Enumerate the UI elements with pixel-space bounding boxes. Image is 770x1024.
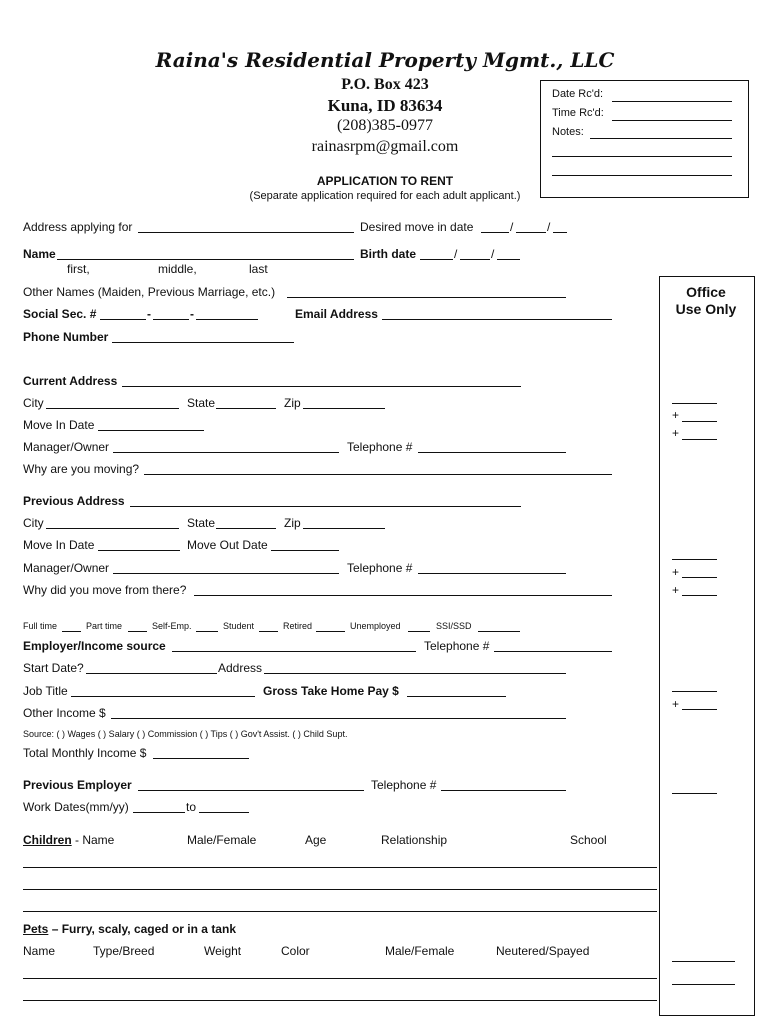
part-time-option: Part time [86,621,123,631]
email-field[interactable] [382,319,612,320]
current-zip-field[interactable] [303,408,385,409]
pets-description: – Furry, scaly, caged or in a tank [48,922,236,936]
pets-weight-column: Weight [204,944,242,958]
retired-blank[interactable] [316,631,345,632]
current-telephone-field[interactable] [418,452,566,453]
pets-color-column: Color [281,944,310,958]
office-field[interactable] [672,984,735,985]
office-use-title-2: Use Only [675,301,737,317]
birth-date-label: Birth date [360,247,417,261]
current-zip-label: Zip [284,396,301,410]
ssi-ssd-option: SSI/SSD [436,621,472,631]
phone-label: Phone Number [23,330,109,344]
children-row-field[interactable] [23,867,657,868]
total-income-field[interactable] [153,758,249,759]
ssn-part-3-field[interactable] [196,319,258,320]
previous-state-field[interactable] [216,528,276,529]
ssn-label: Social Sec. # [23,307,97,321]
why-moved-label: Why did you move from there? [23,583,187,597]
employer-telephone-field[interactable] [494,651,612,652]
birth-month-field[interactable] [420,259,453,260]
current-state-label: State [187,396,216,410]
date-separator: / [491,247,495,261]
previous-employer-label: Previous Employer [23,778,132,792]
previous-move-in-label: Move In Date [23,538,95,552]
children-header-row [23,833,114,847]
pets-neutered-column: Neutered/Spayed [496,944,590,958]
ssn-separator: - [190,307,194,321]
company-name: Raina's Residential Property Mgmt., LLC [155,48,615,72]
ssn-separator: - [147,307,151,321]
children-gender-column: Male/Female [187,833,257,847]
pets-name-column: Name [23,944,56,958]
date-received-field[interactable] [612,101,732,102]
previous-zip-label: Zip [284,516,301,530]
desired-move-in-label: Desired move in date [360,220,474,234]
why-moving-label: Why are you moving? [23,462,140,476]
previous-telephone-label: Telephone # [347,561,413,575]
work-dates-to-field[interactable] [199,812,249,813]
current-address-label: Current Address [23,374,118,388]
employer-address-label: Address [218,661,263,675]
date-received-label: Date Rc'd: [552,88,604,100]
current-telephone-label: Telephone # [347,440,413,454]
children-name-column: - Name [71,833,115,847]
office-field[interactable] [682,709,717,710]
children-row-field[interactable] [23,911,657,912]
time-received-field[interactable] [612,120,732,121]
notes-field[interactable] [590,138,732,139]
notes-line-2[interactable] [552,156,732,157]
employer-telephone-label: Telephone # [424,639,490,653]
previous-move-out-field[interactable] [271,550,339,551]
current-state-field[interactable] [216,408,276,409]
previous-address-field[interactable] [130,506,521,507]
phone-field[interactable] [112,342,294,343]
student-option: Student [223,621,255,631]
office-use-title-1: Office [686,284,726,300]
office-field[interactable] [682,577,717,578]
office-field[interactable] [672,691,717,692]
plus-sign: + [672,565,680,579]
address-applying-label: Address applying for [23,220,133,234]
date-separator: / [454,247,458,261]
ssn-part-2-field[interactable] [153,319,189,320]
previous-employer-field[interactable] [138,790,364,791]
time-received-label: Time Rc'd: [552,107,604,119]
ssi-ssd-blank[interactable] [478,631,520,632]
name-label: Name [23,247,56,261]
previous-state-label: State [187,516,216,530]
current-city-field[interactable] [46,408,179,409]
pets-row-field[interactable] [23,978,657,979]
current-move-in-field[interactable] [98,430,204,431]
previous-manager-label: Manager/Owner [23,561,110,575]
pets-row-field[interactable] [23,1000,657,1001]
plus-sign: + [672,426,680,440]
gross-pay-label: Gross Take Home Pay $ [263,684,399,698]
children-row-field[interactable] [23,889,657,890]
previous-zip-field[interactable] [303,528,385,529]
previous-city-field[interactable] [46,528,179,529]
company-phone: (208)385-0977 [337,117,433,134]
other-income-field[interactable] [111,718,566,719]
notes-line-3[interactable] [552,175,732,176]
ssn-part-1-field[interactable] [100,319,146,320]
office-use-column [659,276,755,1016]
city-state: Kuna, ID 83634 [327,96,443,115]
full-time-blank[interactable] [62,631,81,632]
current-manager-field[interactable] [113,452,339,453]
pets-header-row [23,922,236,936]
office-field[interactable] [672,403,717,404]
company-email: rainasrpm@gmail.com [311,138,459,155]
employer-address-field[interactable] [264,673,566,674]
move-in-year-field[interactable] [553,232,567,233]
po-box: P.O. Box 423 [341,76,429,93]
unemployed-blank[interactable] [408,631,430,632]
job-title-field[interactable] [71,696,255,697]
retired-option: Retired [283,621,313,631]
office-field[interactable] [672,559,717,560]
work-dates-label: Work Dates(mm/yy) [23,800,129,814]
last-name-hint: last [249,262,268,276]
previous-telephone-field[interactable] [418,573,566,574]
unemployed-option: Unemployed [350,621,401,631]
self-employed-blank[interactable] [196,631,218,632]
previous-manager-field[interactable] [113,573,339,574]
birth-year-field[interactable] [497,259,520,260]
total-income-label: Total Monthly Income $ [23,746,147,760]
date-separator: / [547,220,551,234]
student-blank[interactable] [259,631,278,632]
job-title-label: Job Title [23,684,68,698]
plus-sign: + [672,408,680,422]
children-relationship-column: Relationship [381,833,448,847]
employer-label: Employer/Income source [23,639,166,653]
plus-sign: + [672,583,680,597]
office-field[interactable] [682,595,717,596]
work-dates-to-label: to [186,800,197,814]
why-moving-field[interactable] [144,474,612,475]
current-address-field[interactable] [122,386,521,387]
email-label: Email Address [295,307,378,321]
plus-sign: + [672,697,680,711]
other-income-label: Other Income $ [23,706,106,720]
address-applying-field[interactable] [138,232,354,233]
move-in-day-field[interactable] [516,232,546,233]
pets-type-column: Type/Breed [93,944,155,958]
form-title: APPLICATION TO RENT [316,174,454,188]
form-subtitle: (Separate application required for each adult applicant.) [249,190,521,202]
why-moved-field[interactable] [194,595,612,596]
middle-name-hint: middle, [158,262,197,276]
previous-address-label: Previous Address [23,494,125,508]
pets-gender-column: Male/Female [385,944,455,958]
full-time-option: Full time [23,621,58,631]
current-manager-label: Manager/Owner [23,440,110,454]
start-date-field[interactable] [86,673,217,674]
children-heading: Children [23,833,72,847]
first-name-hint: first, [67,262,90,276]
office-field[interactable] [682,421,717,422]
gross-pay-field[interactable] [407,696,506,697]
current-move-in-label: Move In Date [23,418,95,432]
start-date-label: Start Date? [23,661,84,675]
previous-move-in-field[interactable] [98,550,180,551]
office-field[interactable] [682,439,717,440]
self-employed-option: Self-Emp. [152,621,192,631]
part-time-blank[interactable] [128,631,147,632]
other-names-field[interactable] [287,297,566,298]
move-in-month-field[interactable] [481,232,509,233]
office-field[interactable] [672,793,717,794]
name-field[interactable] [57,259,354,260]
children-school-column: School [570,833,607,847]
previous-employer-telephone-label: Telephone # [371,778,437,792]
notes-label: Notes: [552,126,584,138]
employer-field[interactable] [172,651,416,652]
income-source-options: Source: ( ) Wages ( ) Salary ( ) Commission ( ) Tips ( ) Gov't Assist. ( ) Child Supt. [23,729,348,739]
office-field[interactable] [672,961,735,962]
birth-day-field[interactable] [460,259,490,260]
current-city-label: City [23,396,44,410]
previous-employer-telephone-field[interactable] [441,790,566,791]
previous-move-out-label: Move Out Date [187,538,268,552]
children-age-column: Age [305,833,327,847]
work-dates-from-field[interactable] [133,812,185,813]
pets-heading: Pets [23,922,49,936]
previous-city-label: City [23,516,44,530]
other-names-label: Other Names (Maiden, Previous Marriage, etc.) [23,285,276,299]
date-separator: / [510,220,514,234]
